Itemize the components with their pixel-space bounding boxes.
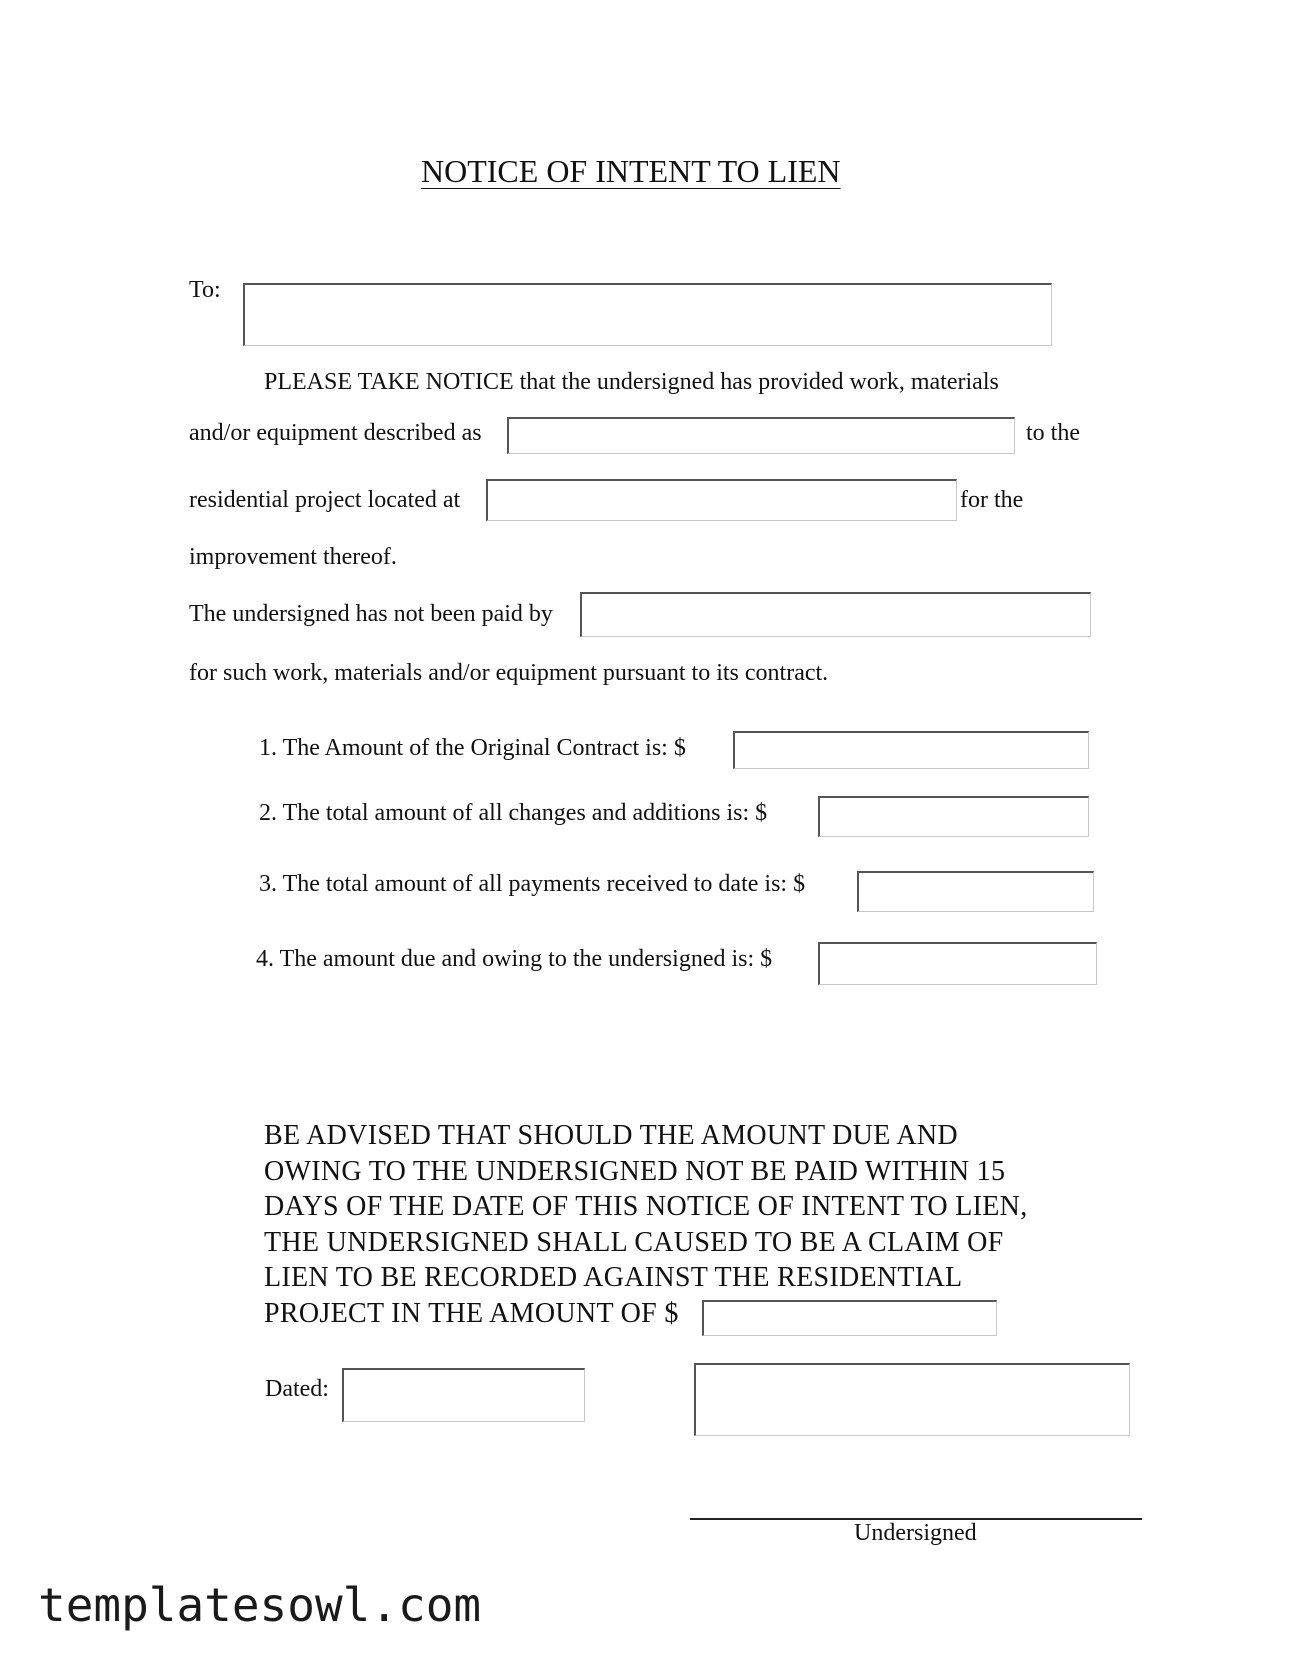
amount-due-label: 4. The amount due and owing to the undersigned is: $ xyxy=(256,946,773,972)
lien-amount-field[interactable] xyxy=(702,1300,997,1336)
advisory-line: OWING TO THE UNDERSIGNED NOT BE PAID WITHIN 15 xyxy=(264,1155,1006,1187)
amount-due-field[interactable] xyxy=(818,942,1097,985)
notice-line-3-prefix: residential project located at xyxy=(189,487,461,513)
signature-name-field[interactable] xyxy=(694,1363,1130,1436)
advisory-paragraph xyxy=(264,1118,1130,1331)
changes-additions-amount-field[interactable] xyxy=(818,796,1089,837)
notice-line-2-suffix: to the xyxy=(1026,420,1080,446)
notice-line-2-prefix: and/or equipment described as xyxy=(189,420,482,446)
payments-received-label: 3. The total amount of all payments received to date is: $ xyxy=(259,871,806,897)
notice-line-6: for such work, materials and/or equipment pursuant to its contract. xyxy=(189,660,829,686)
advisory-line: LIEN TO BE RECORDED AGAINST THE RESIDENTIAL xyxy=(264,1262,963,1293)
to-label: To: xyxy=(189,277,221,303)
undersigned-label: Undersigned xyxy=(854,1520,977,1546)
dated-label: Dated: xyxy=(265,1376,329,1402)
date-field[interactable] xyxy=(342,1368,585,1422)
advisory-last-line: PROJECT IN THE AMOUNT OF $ xyxy=(264,1297,679,1329)
advisory-line: DAYS OF THE DATE OF THIS NOTICE OF INTENT TO LIEN, xyxy=(264,1191,1028,1222)
unpaid-by-field[interactable] xyxy=(580,592,1091,637)
recipient-field[interactable] xyxy=(243,283,1052,346)
notice-line-3-suffix: for the xyxy=(960,487,1024,513)
original-contract-amount-field[interactable] xyxy=(733,731,1089,769)
project-location-field[interactable] xyxy=(486,479,957,521)
changes-additions-label: 2. The total amount of all changes and additions is: $ xyxy=(259,800,768,826)
notice-line-4: improvement thereof. xyxy=(189,544,397,570)
advisory-line: BE ADVISED THAT SHOULD THE AMOUNT DUE AND xyxy=(264,1120,958,1151)
notice-line-1: PLEASE TAKE NOTICE that the undersigned has provided work, materials xyxy=(264,369,999,395)
advisory-line: THE UNDERSIGNED SHALL CAUSED TO BE A CLAIM OF xyxy=(264,1226,1004,1258)
payments-received-amount-field[interactable] xyxy=(857,871,1094,912)
work-description-field[interactable] xyxy=(507,417,1015,454)
notice-line-5-prefix: The undersigned has not been paid by xyxy=(189,601,553,627)
watermark-logo: templatesowl.com xyxy=(38,1578,482,1632)
original-contract-label: 1. The Amount of the Original Contract is: $ xyxy=(259,735,686,761)
page-title: NOTICE OF INTENT TO LIEN xyxy=(421,153,841,189)
